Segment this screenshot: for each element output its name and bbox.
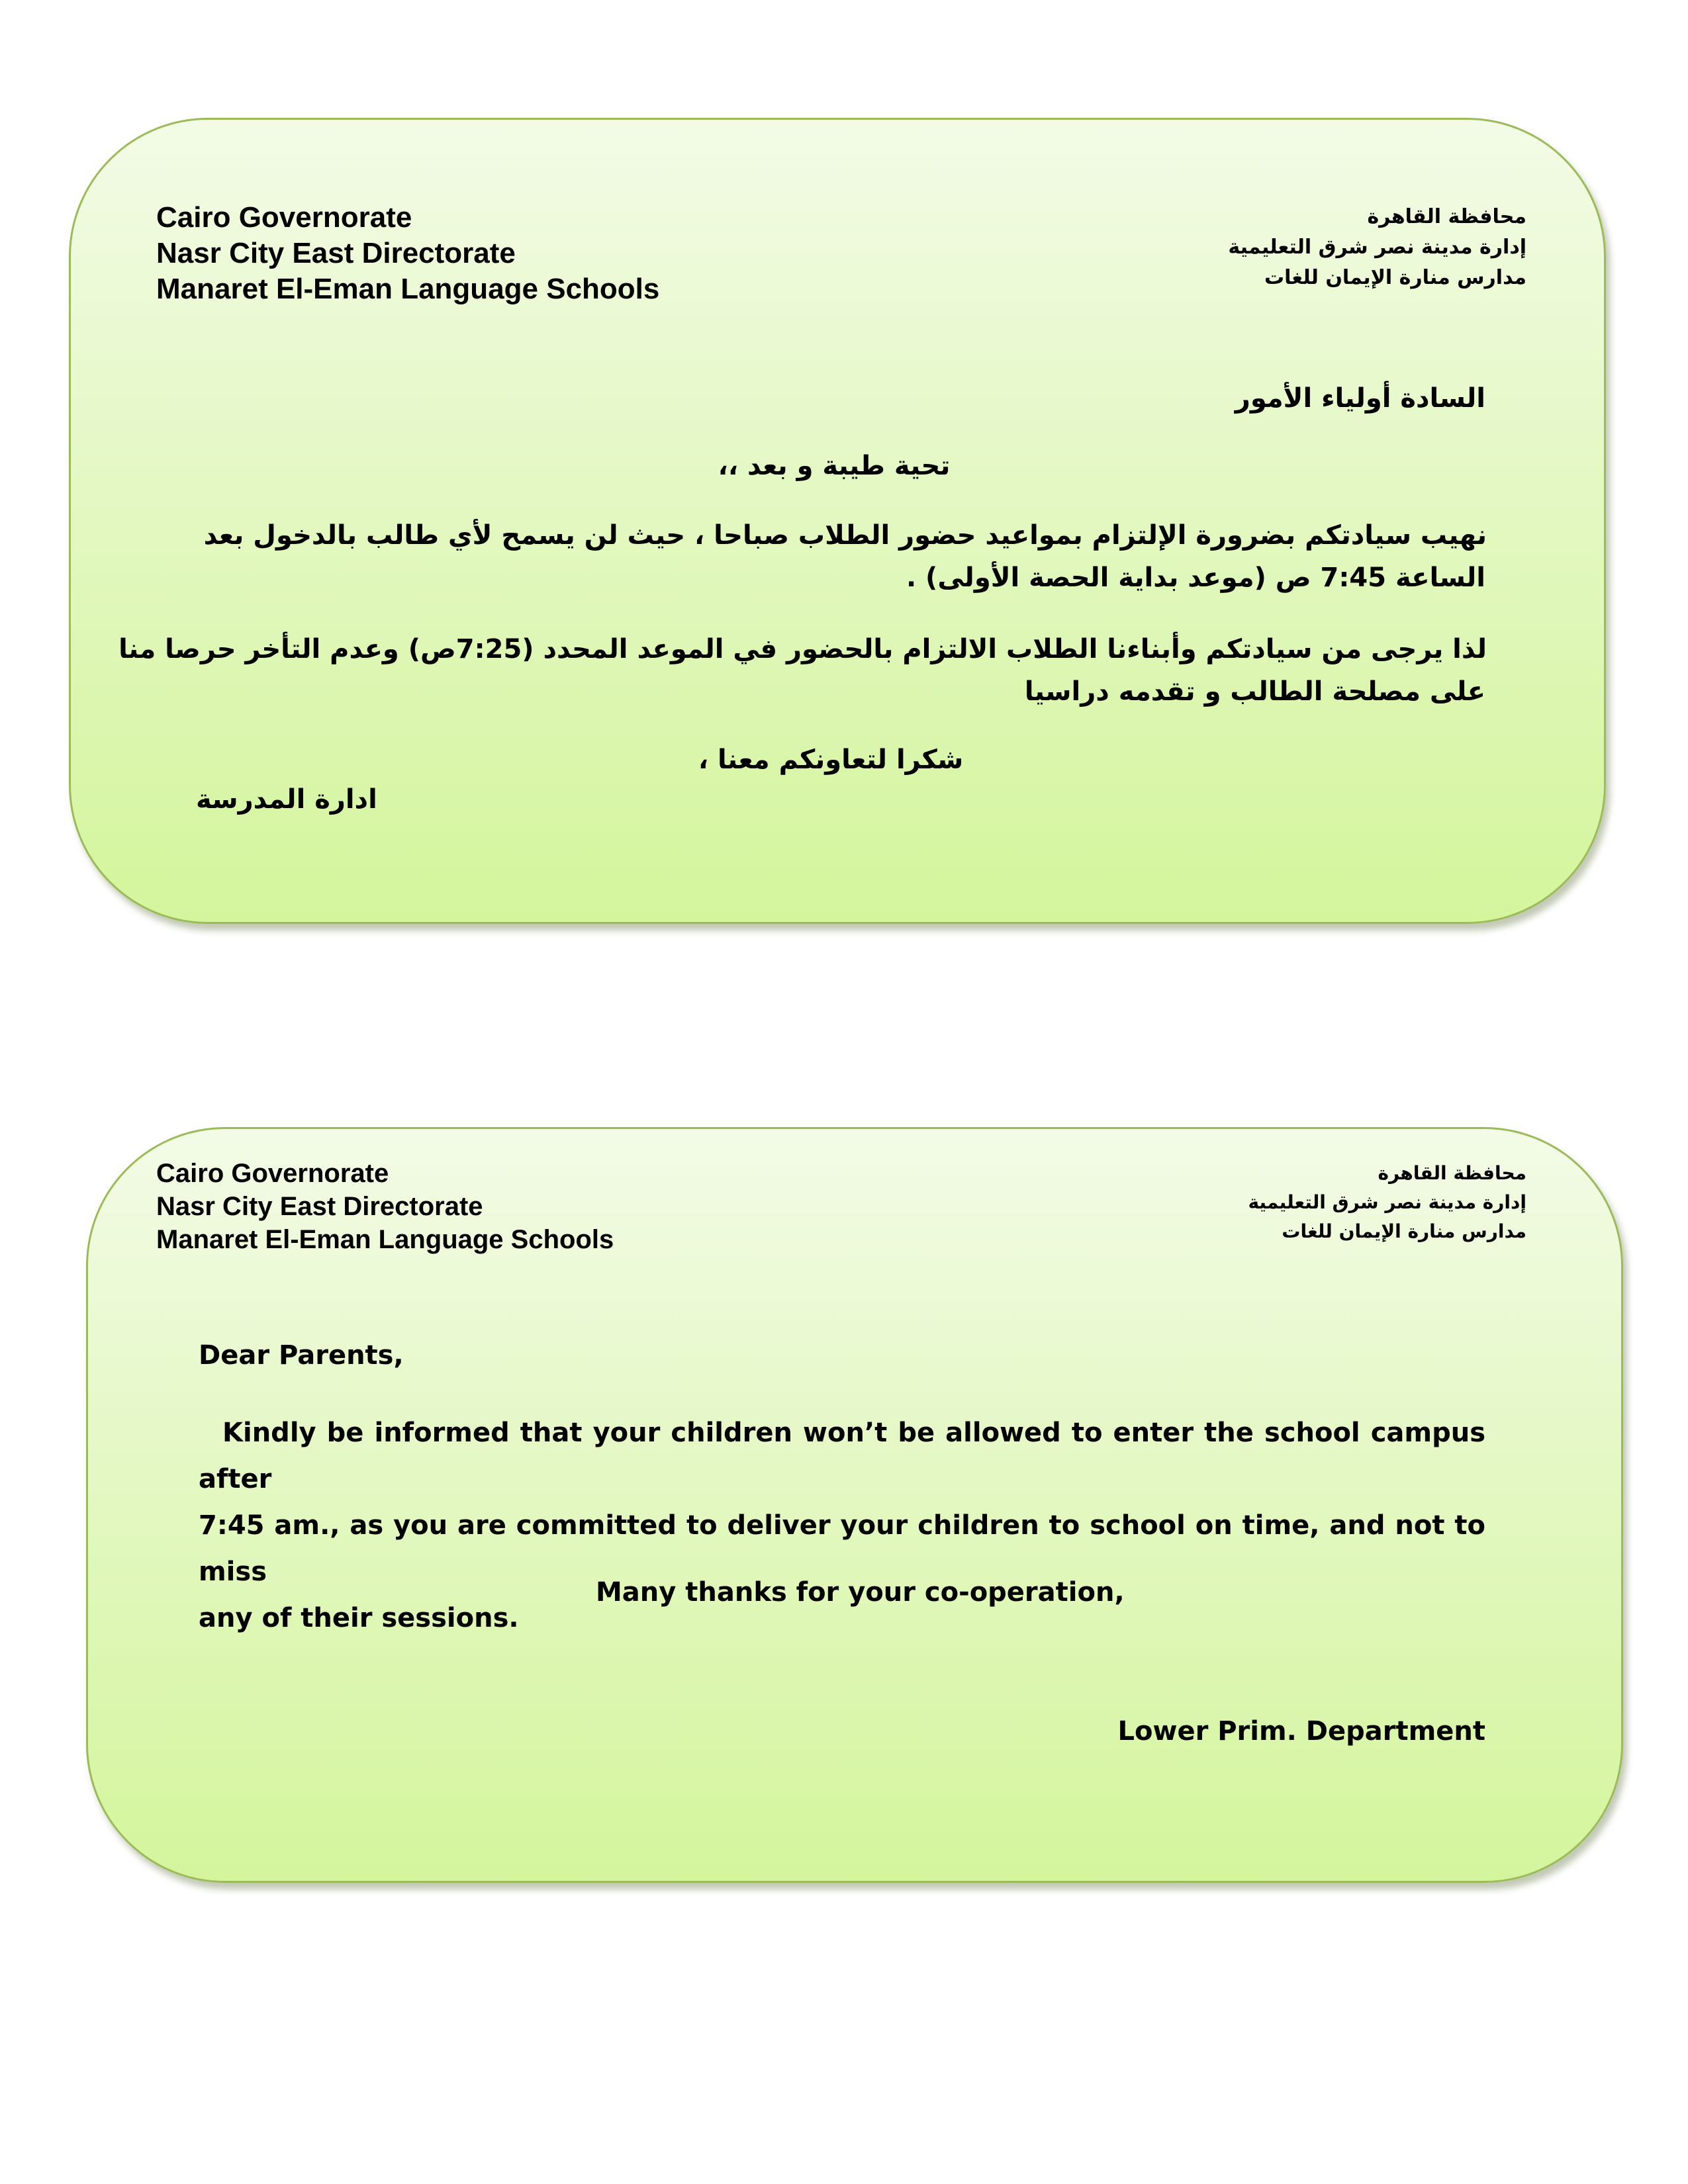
english-notice-header-ar-line1: محافظة القاهرة xyxy=(1378,1162,1526,1184)
arabic-notice-paragraph2-line1-text: لذا يرجى من سيادتكم وأبناءنا الطلاب الالتزام بالحضور في الموعد المحدد (7:25ص) وعدم التأخر حرصا منا xyxy=(118,634,1487,664)
english-notice-body-line3: any of their sessions. xyxy=(199,1603,519,1633)
english-notice-thanks: Many thanks for your co-operation, xyxy=(596,1577,1125,1608)
english-notice-header-en-line3: Manaret El-Eman Language Schools xyxy=(156,1225,614,1254)
english-notice-body-line1: Kindly be informed that your children won’t be allowed to enter the school campus after xyxy=(199,1418,1485,1494)
english-notice-header-en-line2: Nasr City East Directorate xyxy=(156,1192,483,1221)
arabic-notice-header-en-line3: Manaret El-Eman Language Schools xyxy=(156,273,660,305)
arabic-notice-paragraph1-line1 xyxy=(203,515,1487,556)
english-notice-header-en-line1: Cairo Governorate xyxy=(156,1159,389,1188)
arabic-notice-paragraph1-line1-text: نهيب سيادتكم بضرورة الإلتزام بمواعيد حضور الطلاب صباحا ، حيث لن يسمح لأي طالب بالدخول بعد xyxy=(203,520,1487,551)
arabic-notice-paragraph2-line2: على مصلحة الطالب و تقدمه دراسيا xyxy=(1024,676,1485,707)
english-notice-signature: Lower Prim. Department xyxy=(1117,1716,1485,1747)
arabic-notice-addressee: السادة أولياء الأمور xyxy=(1235,383,1485,414)
arabic-notice-header-ar-line3: مدارس منارة الإيمان للغات xyxy=(1264,266,1526,289)
english-notice-header-ar-line2: إدارة مدينة نصر شرق التعليمية xyxy=(1248,1191,1526,1213)
arabic-notice-paragraph1-line2: الساعة 7:45 ص (موعد بداية الحصة الأولى) . xyxy=(906,563,1485,593)
english-notice-salutation: Dear Parents, xyxy=(199,1340,404,1371)
arabic-notice-header-ar-line2: إدارة مدينة نصر شرق التعليمية xyxy=(1228,236,1526,259)
arabic-notice-signature: ادارة المدرسة xyxy=(196,784,377,815)
arabic-notice-header-en-line2: Nasr City East Directorate xyxy=(156,237,516,269)
arabic-notice-header-ar-line1: محافظة القاهرة xyxy=(1367,205,1526,228)
arabic-notice-greeting: تحية طيبة و بعد ،، xyxy=(718,451,951,481)
arabic-notice-header-en-line1: Cairo Governorate xyxy=(156,201,412,234)
arabic-notice-thanks: شكرا لتعاونكم معنا ، xyxy=(698,745,964,775)
arabic-notice-paragraph2-line1 xyxy=(118,629,1487,670)
english-notice-header-ar-line3: مدارس منارة الإيمان للغات xyxy=(1282,1220,1526,1242)
english-notice-body-line2: 7:45 am., as you are committed to deliver your children to school on time, and not to miss xyxy=(199,1510,1485,1587)
